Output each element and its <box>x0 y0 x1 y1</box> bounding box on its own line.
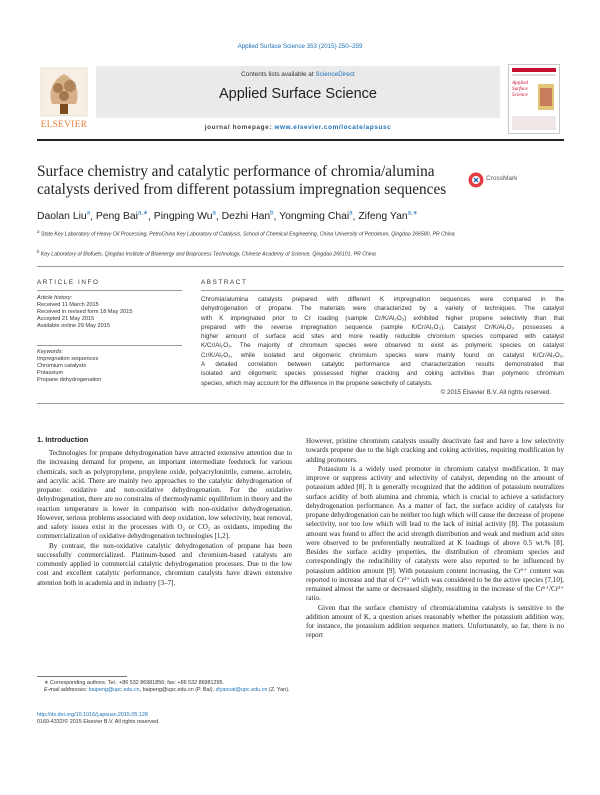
divider <box>201 290 564 291</box>
sciencedirect-link[interactable]: ScienceDirect <box>315 71 355 78</box>
divider <box>37 266 564 267</box>
email-link[interactable]: baipeng@upc.edu.cn <box>88 687 140 694</box>
header-rule <box>37 139 564 141</box>
affiliation-b: $^b$ Key Laboratory of Biofuels, Qingdao Institute of Bioenergy and Bioprocess Technology, Chinese Academy of Science, Qingdao 266101, PR China <box>37 249 376 258</box>
author[interactable]: Peng Bai$^{a,∗}$ <box>95 211 149 223</box>
section-heading: 1. Introduction <box>37 435 89 444</box>
issn-line: 0169-4332/© 2015 Elsevier B.V. All rights reserved. <box>37 719 160 726</box>
abstract-line: isolated and oligomeric species possessed higher cracking and coking activities than polymeric chromium <box>201 370 564 378</box>
author-list: Daolan Liu$^a$, Peng Bai$^{a,∗}$, Pingping Wu$^a$, Dezhi Han$^b$, Yongming Chai$^a$, Zifeng Yan$^{a,∗}$ <box>37 211 418 223</box>
abstract-line: species, which may account for the difference in the propene selectivity of catalysts. <box>201 379 433 387</box>
journal-name: Applied Surface Science <box>219 86 377 102</box>
journal-homepage: journal homepage: www.elsevier.com/locate/apsusc <box>204 124 392 131</box>
author[interactable]: Zifeng Yan$^{a,∗}$ <box>358 211 418 223</box>
divider <box>37 403 564 404</box>
paragraph: Potassium is a widely used promoter in chromium catalyst modification. It may improve or suppress activity and selectivity of catalyst, depending on the amount of potassium added [8]. It is generally recognized that the addition of potassium neutralizes surface acidity of both alumina and chromia, which is crucial to achieve a satisfactory dehydrogenation performance. As a matter of fact, the surface acidity of catalysts for propane dehydrogenation can be neither too high which will cause the decrease of propene selectivity, nor too low which will lead to the lack of initial activity [8]. The potassium amount was found to affect the acid strength distribution and weak and medium acid sites were observed to be preferentially neutralized at K loadings of above 0.5 wt.% [8]. Besides the surface acidity properties, the distribution of chromium species and correspondingly the reducibility of catalysts were also reported to be influenced by potassium addition amount [9]. With potassium content increasing, the Cr⁶⁺ content was reported to increase and that of Cr³⁺ which was considered to be the active species [7,10], remained almost the same or decreased slightly, resulting in the increase of the Cr⁶⁺/Cr³⁺ ratio. <box>306 464 564 603</box>
journal-cover-thumbnail[interactable] <box>508 64 560 134</box>
email-line: E-mail addresses: baipeng@upc.edu.cn, baipeng@upc.edu.cn (P. Bai), zfyancat@upc.edu.cn (Z. Yan). <box>44 687 290 694</box>
abstract-line: A detailed correlation between catalytic performance and characterization results demonstrated that <box>201 361 564 369</box>
abstract-heading: ABSTRACT <box>201 279 248 286</box>
homepage-link[interactable]: www.elsevier.com/locate/apsusc <box>274 124 392 131</box>
abstract-line: prepared with the reverse impregnation sequence (sample K/Cr/Al₂O₃). Catalyst Cr/K/Al₂O₃ possesses a <box>201 323 564 331</box>
paragraph: Technologies for propane dehydrogenation have attracted extensive attention due to the increasing demand for propene, an important intermediate feedstock for various chemicals, such as polypropylene, propylene oxide, polyacrylonitrile, cumene, acrolein, and acrylic acid. There are mainly two approaches to the catalytic dehydrogenation of propane: oxidative and non-oxidative dehydrogenation. For the oxidative dehydrogenation, there are no constrains of thermodynamic equilibrium in theory and the reaction temperature is lower in comparison with non-oxidative dehydrogenation. However, serious problems associated with deep oxidation, low selectivity, heat removal, and safety issues exist in the processes with O₂ or CO₂ as oxidants, impeding the commercialization of oxidative dehydrogenation technologies [1,2]. <box>37 449 292 541</box>
author[interactable]: Pingping Wu$^a$ <box>153 211 216 223</box>
doi-link[interactable]: http://dx.doi.org/10.1016/j.apsusc.2015.05.128 <box>37 712 148 718</box>
crossmark-label: CrossMark <box>486 175 518 182</box>
article-title: Surface chemistry and catalytic performance of chromia/alumina catalysts derived from different potassium impregnation sequences <box>37 163 447 198</box>
crossmark-icon <box>468 172 484 188</box>
paragraph: By contrast, the non-oxidative catalytic dehydrogenation of propane has been successfully commercialized. Platinum-based and chromium-based catalysts are commonly applied in commercial catalytic dehydrogenation processes. Due to the low cost and excellent catalytic performance, chromium catalysts have drawn extensive attention both in academia and in industry [3–7]. <box>37 541 292 587</box>
author[interactable]: Yongming Chai$^a$ <box>279 211 353 223</box>
abstract-line: with K impregnated prior to Cr loading (sample Cr/K/Al₂O₃) exhibited higher propene selectivity than that <box>201 314 564 322</box>
cover-title: Applied Surface Science <box>512 80 529 98</box>
footnote-rule <box>37 676 127 677</box>
publisher-wordmark: ELSEVIER <box>40 119 88 129</box>
divider <box>37 290 182 291</box>
abstract-line: higher amount of surface acid sites and more readily reducible chromium species compared with catalyst <box>201 333 564 341</box>
abstract-line: dehydrogenation of propane. The materials were characterized by a variety of techniques. The catalyst <box>201 305 564 313</box>
journal-citation[interactable]: Applied Surface Science 353 (2015) 250–259 <box>237 43 363 50</box>
article-info-heading: ARTICLE INFO <box>37 279 100 286</box>
abstract-line: K/Cr/Al₂O₃. The majority of chromium species were observed to exist as polymeric species on catalyst <box>201 342 564 350</box>
abstract-text <box>201 295 564 388</box>
crossmark-badge[interactable] <box>468 171 528 189</box>
elsevier-logo <box>38 66 90 132</box>
abstract-line: Cr/K/Al₂O₃, while isolated and oligomeric chromium species were mainly found on catalyst K/Cr/Al₂O₃. <box>201 351 564 359</box>
left-column <box>37 449 292 588</box>
abstract-copyright: © 2015 Elsevier B.V. All rights reserved. <box>440 389 551 396</box>
author[interactable]: Daolan Liu$^a$ <box>37 211 91 223</box>
footnote: ∗ Corresponding authors. Tel.: +86 532 86981856; fax: +86 532 86981295. E-mail addresses: baipeng@upc.edu.cn, baipeng@upc.edu.cn (P. Bai), zfyancat@upc.edu.cn (Z. Yan). <box>44 680 299 695</box>
divider <box>37 345 182 346</box>
abstract-line: Chromia/alumina catalysts prepared with different K impregnation sequences were compared in the <box>201 296 564 303</box>
keywords: Keywords: Impregnation sequences Chromium catalysts Potassium Propane dehydrogenation <box>37 349 102 383</box>
paragraph: However, pristine chromium catalysts usually deactivate fast and have a low selectivity towards propene due to the high cracking and coking activities, requiring modification by adding promoters. <box>306 437 564 464</box>
author[interactable]: Dezhi Han$^b$ <box>221 211 274 223</box>
affiliation-a: $^a$ State Key Laboratory of Heavy Oil Processing, PetroChina Key Laboratory of Catalysis, School of Chemical Engineering, China University of Petroleum, Qingdao 266580, PR China <box>37 229 455 238</box>
right-column <box>306 437 564 641</box>
doi-block <box>37 712 337 727</box>
email-link[interactable]: zfyancat@upc.edu.cn <box>215 687 268 694</box>
paragraph: Given that the surface chemistry of chromia/alumina catalysts is sensitive to the addition amount of K, a question arises reasonably whether the potassium addition way, for instance, the potassium addition sequence matters. Unfortunately, so far, there is no report <box>306 603 564 640</box>
article-history: Article history: Received 11 March 2015 Received in revised form 18 May 2015 Accepted 21 May 2015 Available online 29 May 2015 <box>37 295 133 329</box>
contents-line: Contents lists available at ScienceDirect <box>241 71 355 78</box>
